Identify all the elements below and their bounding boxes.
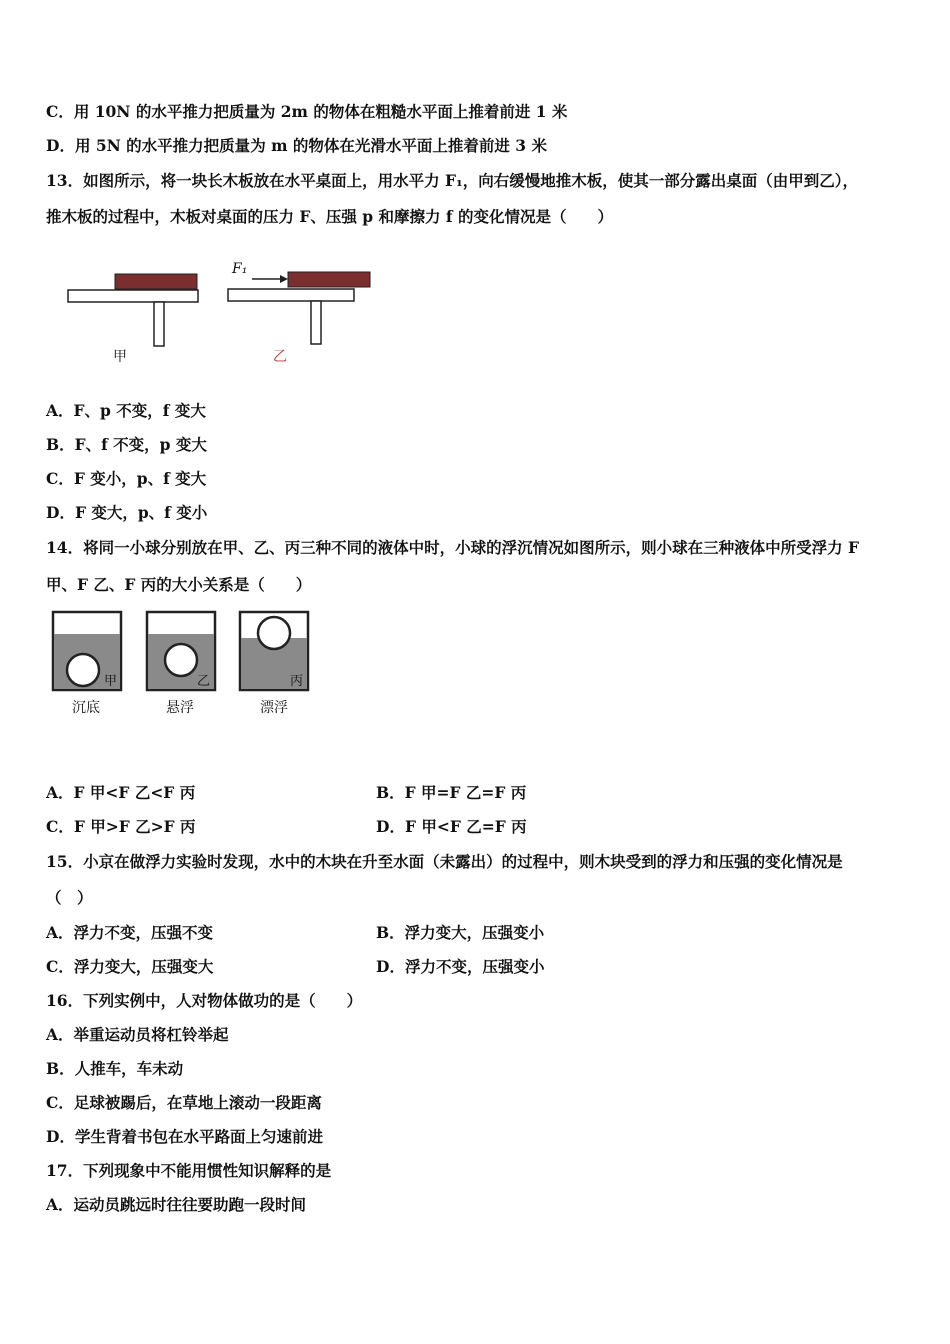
q15-option-c: C．浮力变大，压强变大 (46, 957, 214, 976)
q13-option-d: D．F 变大，p、f 变小 (46, 503, 208, 522)
q16-option-a: A．举重运动员将杠铃举起 (46, 1025, 229, 1044)
beaker-caption-3: 漂浮 (260, 700, 288, 716)
board-jia (115, 274, 197, 289)
q14-option-d: D．F 甲<F 乙=F 丙 (376, 817, 527, 836)
table-top-jia (68, 290, 198, 302)
force-label: F₁ (232, 261, 248, 277)
q17-option-a: A．运动员跳远时往往要助跑一段时间 (46, 1195, 307, 1214)
q14-beakers-figure (50, 610, 320, 694)
q12-option-d: D．用 5N 的水平推力把质量为 m 的物体在光滑水平面上推着前进 3 米 (46, 136, 547, 155)
q16-option-d: D．学生背着书包在水平路面上匀速前进 (46, 1127, 323, 1146)
q13-option-b: B．F、f 不变，p 变大 (46, 435, 207, 454)
q13-figure (60, 258, 390, 368)
board-yi (288, 272, 370, 287)
table-top-yi (228, 289, 354, 301)
q15-stem-line2: （ ） (46, 888, 93, 907)
beaker-tag-yi: 乙 (197, 674, 211, 689)
beaker-tag-jia: 甲 (104, 674, 118, 689)
q14-option-c: C．F 甲>F 乙>F 丙 (46, 817, 196, 836)
q14-stem-line2: 甲、F 乙、F 丙的大小关系是（ ） (46, 575, 312, 594)
q12-option-c: C．用 10N 的水平推力把质量为 2m 的物体在粗糙水平面上推着前进 1 米 (46, 102, 568, 121)
q15-option-a: A．浮力不变，压强不变 (46, 923, 214, 942)
q14-stem-line1: 14．将同一小球分别放在甲、乙、丙三种不同的液体中时，小球的浮沉情况如图所示，则小球在三种液体中所受浮力 F (46, 538, 859, 557)
beaker-caption-2: 悬浮 (166, 700, 194, 716)
q15-option-b: B．浮力变大，压强变小 (376, 923, 545, 942)
q17-stem: 17．下列现象中不能用惯性知识解释的是 (46, 1161, 332, 1180)
q13-option-c: C．F 变小，p、f 变大 (46, 469, 207, 488)
ball-2 (165, 644, 197, 676)
q13-option-a: A．F、p 不变，f 变大 (46, 401, 206, 420)
q15-stem-line1: 15．小京在做浮力实验时发现，水中的木块在升至水面（未露出）的过程中，则木块受到的浮力和压强的变化情况是 (46, 852, 843, 871)
q15-option-d: D．浮力不变，压强变小 (376, 957, 545, 976)
q16-stem: 16．下列实例中，人对物体做功的是（ ） (46, 991, 363, 1010)
beaker-tag-bing: 丙 (290, 674, 304, 689)
beaker-caption-1: 沉底 (72, 700, 100, 716)
ball-3 (258, 617, 290, 649)
q14-option-a: A．F 甲<F 乙<F 丙 (46, 783, 196, 802)
q16-option-c: C．足球被踢后，在草地上滚动一段距离 (46, 1093, 322, 1112)
table-leg-jia (154, 302, 164, 346)
figure-label-jia: 甲 (113, 349, 127, 365)
q13-stem-line1: 13．如图所示，将一块长木板放在水平桌面上，用水平力 F₁，向右缓慢地推木板，使其一部分露出桌面（由甲到乙）， (46, 171, 859, 190)
ball-1 (67, 654, 99, 686)
force-arrowhead (280, 275, 288, 283)
q13-stem-line2: 推木板的过程中，木板对桌面的压力 F、压强 p 和摩擦力 f 的变化情况是（ ） (46, 207, 613, 226)
table-leg-yi (311, 301, 321, 344)
figure-label-yi: 乙 (273, 349, 287, 365)
q14-option-b: B．F 甲=F 乙=F 丙 (376, 783, 527, 802)
q16-option-b: B．人推车，车未动 (46, 1059, 184, 1078)
